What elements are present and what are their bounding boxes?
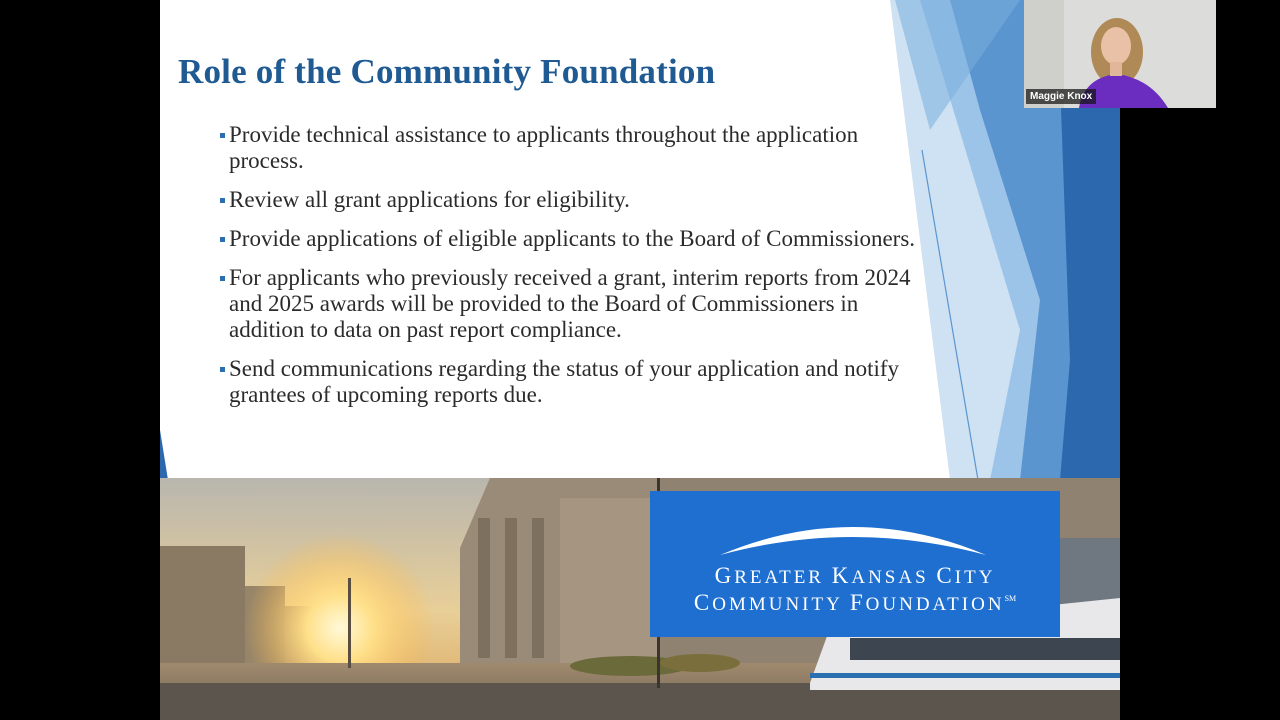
photo-building — [505, 518, 517, 658]
photo-building — [160, 546, 245, 666]
presentation-slide — [160, 0, 1120, 720]
participant-name: Maggie Knox — [1026, 89, 1096, 104]
logo-text-line2: COMMUNITY FOUNDATION℠ — [693, 590, 1017, 615]
photo-building — [560, 498, 660, 668]
square-bullet-icon — [220, 198, 225, 203]
bullet-item — [218, 122, 918, 174]
bullet-text: Review all grant applications for eligibility. — [229, 187, 630, 212]
photo-building — [532, 518, 544, 658]
photo-streetcar-stripe — [810, 673, 1120, 678]
square-bullet-icon — [220, 276, 225, 281]
foundation-logo — [650, 491, 1060, 637]
participant-video-tile[interactable] — [1024, 0, 1216, 108]
square-bullet-icon — [220, 367, 225, 372]
bullet-text: Provide applications of eligible applicants to the Board of Commissioners. — [229, 226, 916, 251]
arc-logo-icon — [718, 513, 988, 563]
photo-pole — [348, 578, 351, 668]
bullet-item — [218, 265, 918, 343]
bullet-text: For applicants who previously received a grant, interim reports from 2024 and 2025 awards will be provided to the Board of Commissioners in addition to data on past report compliance. — [229, 265, 911, 342]
bullet-text: Provide technical assistance to applicants throughout the application process. — [229, 122, 859, 173]
photo-shrub — [660, 654, 740, 672]
logo-text-line1: GREATER KANSAS CITY — [714, 563, 996, 588]
bullet-text: Send communications regarding the status of your application and notify grantees of upcoming reports due. — [229, 356, 900, 407]
bullet-item — [218, 356, 918, 408]
photo-streetcar-windows — [850, 638, 1120, 660]
bullet-list — [218, 122, 918, 421]
deco-left-sliver — [160, 430, 168, 480]
slide-title: Role of the Community Foundation — [178, 52, 716, 91]
square-bullet-icon — [220, 237, 225, 242]
bullet-item — [218, 187, 918, 213]
service-mark: SM — [1004, 594, 1017, 603]
square-bullet-icon — [220, 133, 225, 138]
bullet-item — [218, 226, 918, 252]
photo-building — [478, 518, 490, 658]
